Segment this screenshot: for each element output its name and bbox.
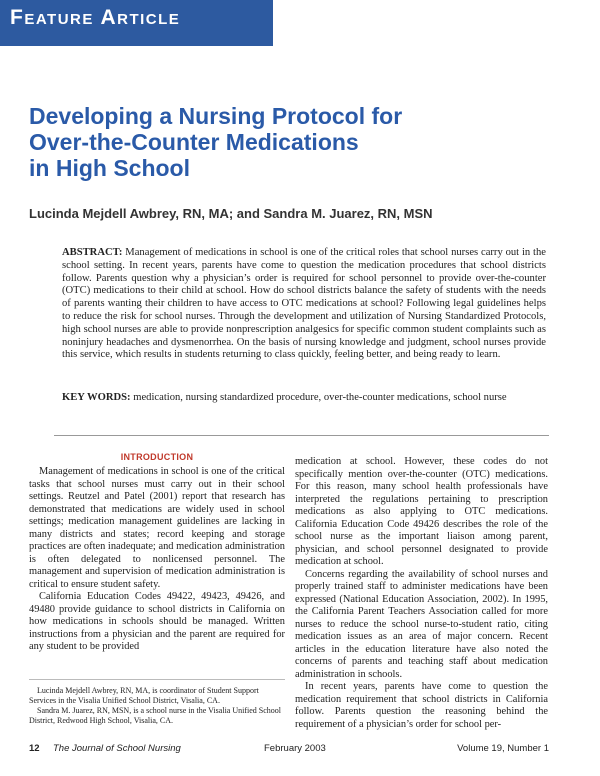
article-title: [29, 103, 549, 181]
body-column-right: [295, 456, 548, 731]
keywords: [62, 392, 546, 405]
section-heading-introduction: INTRODUCTION: [120, 452, 194, 462]
journal-name: The Journal of School Nursing: [53, 743, 181, 754]
banner-label: Feature Article: [10, 6, 181, 29]
footnote: Lucinda Mejdell Awbrey, RN, MA, is coordinator of Student Support Services in the Visalia Unified School District, Visalia, CA.: [29, 686, 259, 705]
body-column-left: [29, 466, 285, 654]
volume-number: Volume 19, Number 1: [457, 743, 549, 754]
keywords-text: medication, nursing standardized procedure, over-the-counter medications, school nurse: [133, 392, 507, 403]
abstract-text: Management of medications in school is one of the critical roles that school nurses carry out in the school setting. In recent years, parents have come to question the medication procedures that school districts follow. Parents question why a physician’s order is required for school personnel to provide over-the-counter (OTC) medications to their child at school. How do school districts balance the safety of students with the needs of parents wanting their children to have access to OTC medications at school? Following legal guidelines helps to reduce the risk for school nurses. Through the development and utilization of Nursing Standardized Protocols, high school nurses are able to provide nonprescription analgesics for specific common student complaints such as noninjury headaches and dysmenorrhea. On the basis of nursing knowledge and judgment, school nurses provide this service, which results in students returning to class quickly, feeling better, and being ready to learn.: [62, 247, 546, 361]
title-line: Over-the-Counter Medications: [29, 129, 359, 155]
abstract: [62, 247, 546, 362]
paragraph: medication at school. However, these codes do not specifically mention over-the-counter (OTC) medications. For this reason, many school health professionals have interpreted the regulations pertaining to prescription medications as also applying to OTC medications. California Education Code 49426 describes the role of the school nurse as the important liaison among parent, physician, and school personnel designated to provide medication at school.: [295, 456, 548, 567]
footnote: Sandra M. Juarez, RN, MSN, is a school nurse in the Visalia Unified School District, Redwood High School, Visalia, CA.: [29, 706, 282, 725]
issue-date: February 2003: [264, 743, 326, 754]
footnote-divider: [29, 679, 285, 680]
author-line: Lucinda Mejdell Awbrey, RN, MA; and Sandra M. Juarez, RN, MSN: [29, 206, 433, 221]
title-line: Developing a Nursing Protocol for: [29, 103, 403, 129]
paragraph: California Education Codes 49422, 49423, 49426, and 49480 provide guidance to school districts in California on how medications in schools should be managed. Written instructions from a physician and the parent are required for any student to be provided: [29, 591, 285, 652]
abstract-label: ABSTRACT:: [62, 247, 123, 258]
paragraph: In recent years, parents have come to question the medication requirement that school districts in California follow. Parents question the reasoning behind the requirement of a physician’s order for school per-: [295, 681, 548, 730]
title-line: in High School: [29, 155, 190, 181]
author-footnotes: [29, 686, 285, 726]
paragraph: Concerns regarding the availability of school nurses and properly trained staff to administer medications have been expressed (National Education Association, 2002). In 1995, the California Parent Teachers Association called for more nurses to reduce the school nurse-to-student ratio, citing medication issues as an area of major concern. Recent articles in the education literature have also noted the concerns of parents and teaching staff about medication administration in schools.: [295, 568, 548, 680]
feature-article-banner: [0, 0, 273, 46]
paragraph: Management of medications in school is one of the critical tasks that school nurses must carry out in their school settings. Reutzel and Patel (2001) report that research has demonstrated that medications are widely used in school settings; medication management guidelines are lacking in many districts and states; record keeping and storage practices are often inadequate; and medication administration is often delegated to nonlicensed personnel. The management and supervision of medication administration is critical to ensure student safety.: [29, 466, 285, 590]
page-number: 12: [29, 743, 40, 754]
keywords-label: KEY WORDS:: [62, 392, 131, 403]
section-divider: [54, 435, 549, 436]
